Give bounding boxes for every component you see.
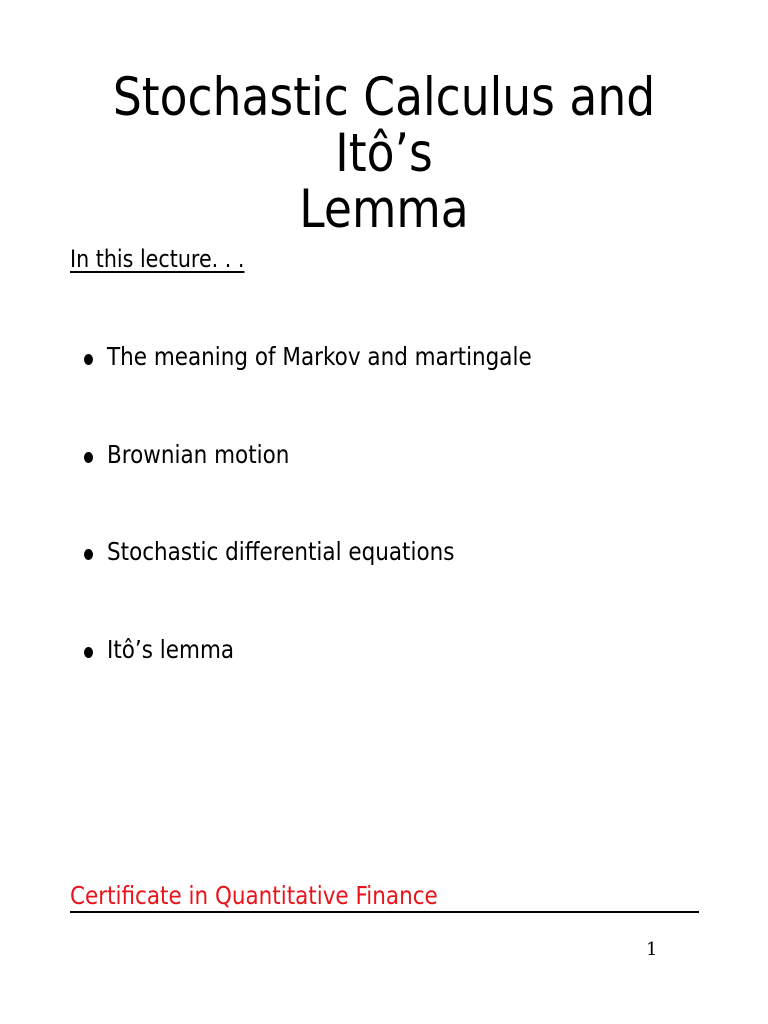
bullet-icon	[84, 354, 93, 365]
bullet-text: The meaning of Markov and martingale	[107, 342, 532, 371]
footer-course-name: Certificate in Quantitative Finance	[70, 881, 438, 910]
slide-title	[88, 67, 680, 240]
bullet-icon	[84, 549, 93, 560]
bullet-item	[84, 438, 601, 536]
bullet-text: Itô’s lemma	[107, 634, 235, 664]
bullet-text: Stochastic differential equations	[107, 537, 455, 566]
bullet-text: Brownian motion	[107, 439, 290, 469]
bullet-item	[84, 535, 601, 633]
bullet-icon	[84, 647, 93, 658]
slide-title-line-1: Stochastic Calculus and Itô’s	[112, 67, 656, 184]
section-heading: In this lecture. . .	[70, 245, 245, 273]
page-number: 1	[646, 939, 658, 960]
bullet-list	[84, 340, 601, 730]
slide-title-line-2: Lemma	[299, 179, 469, 240]
bullet-item	[84, 633, 601, 731]
bullet-icon	[84, 452, 93, 463]
footer-divider	[70, 911, 699, 913]
bullet-item	[84, 340, 601, 438]
